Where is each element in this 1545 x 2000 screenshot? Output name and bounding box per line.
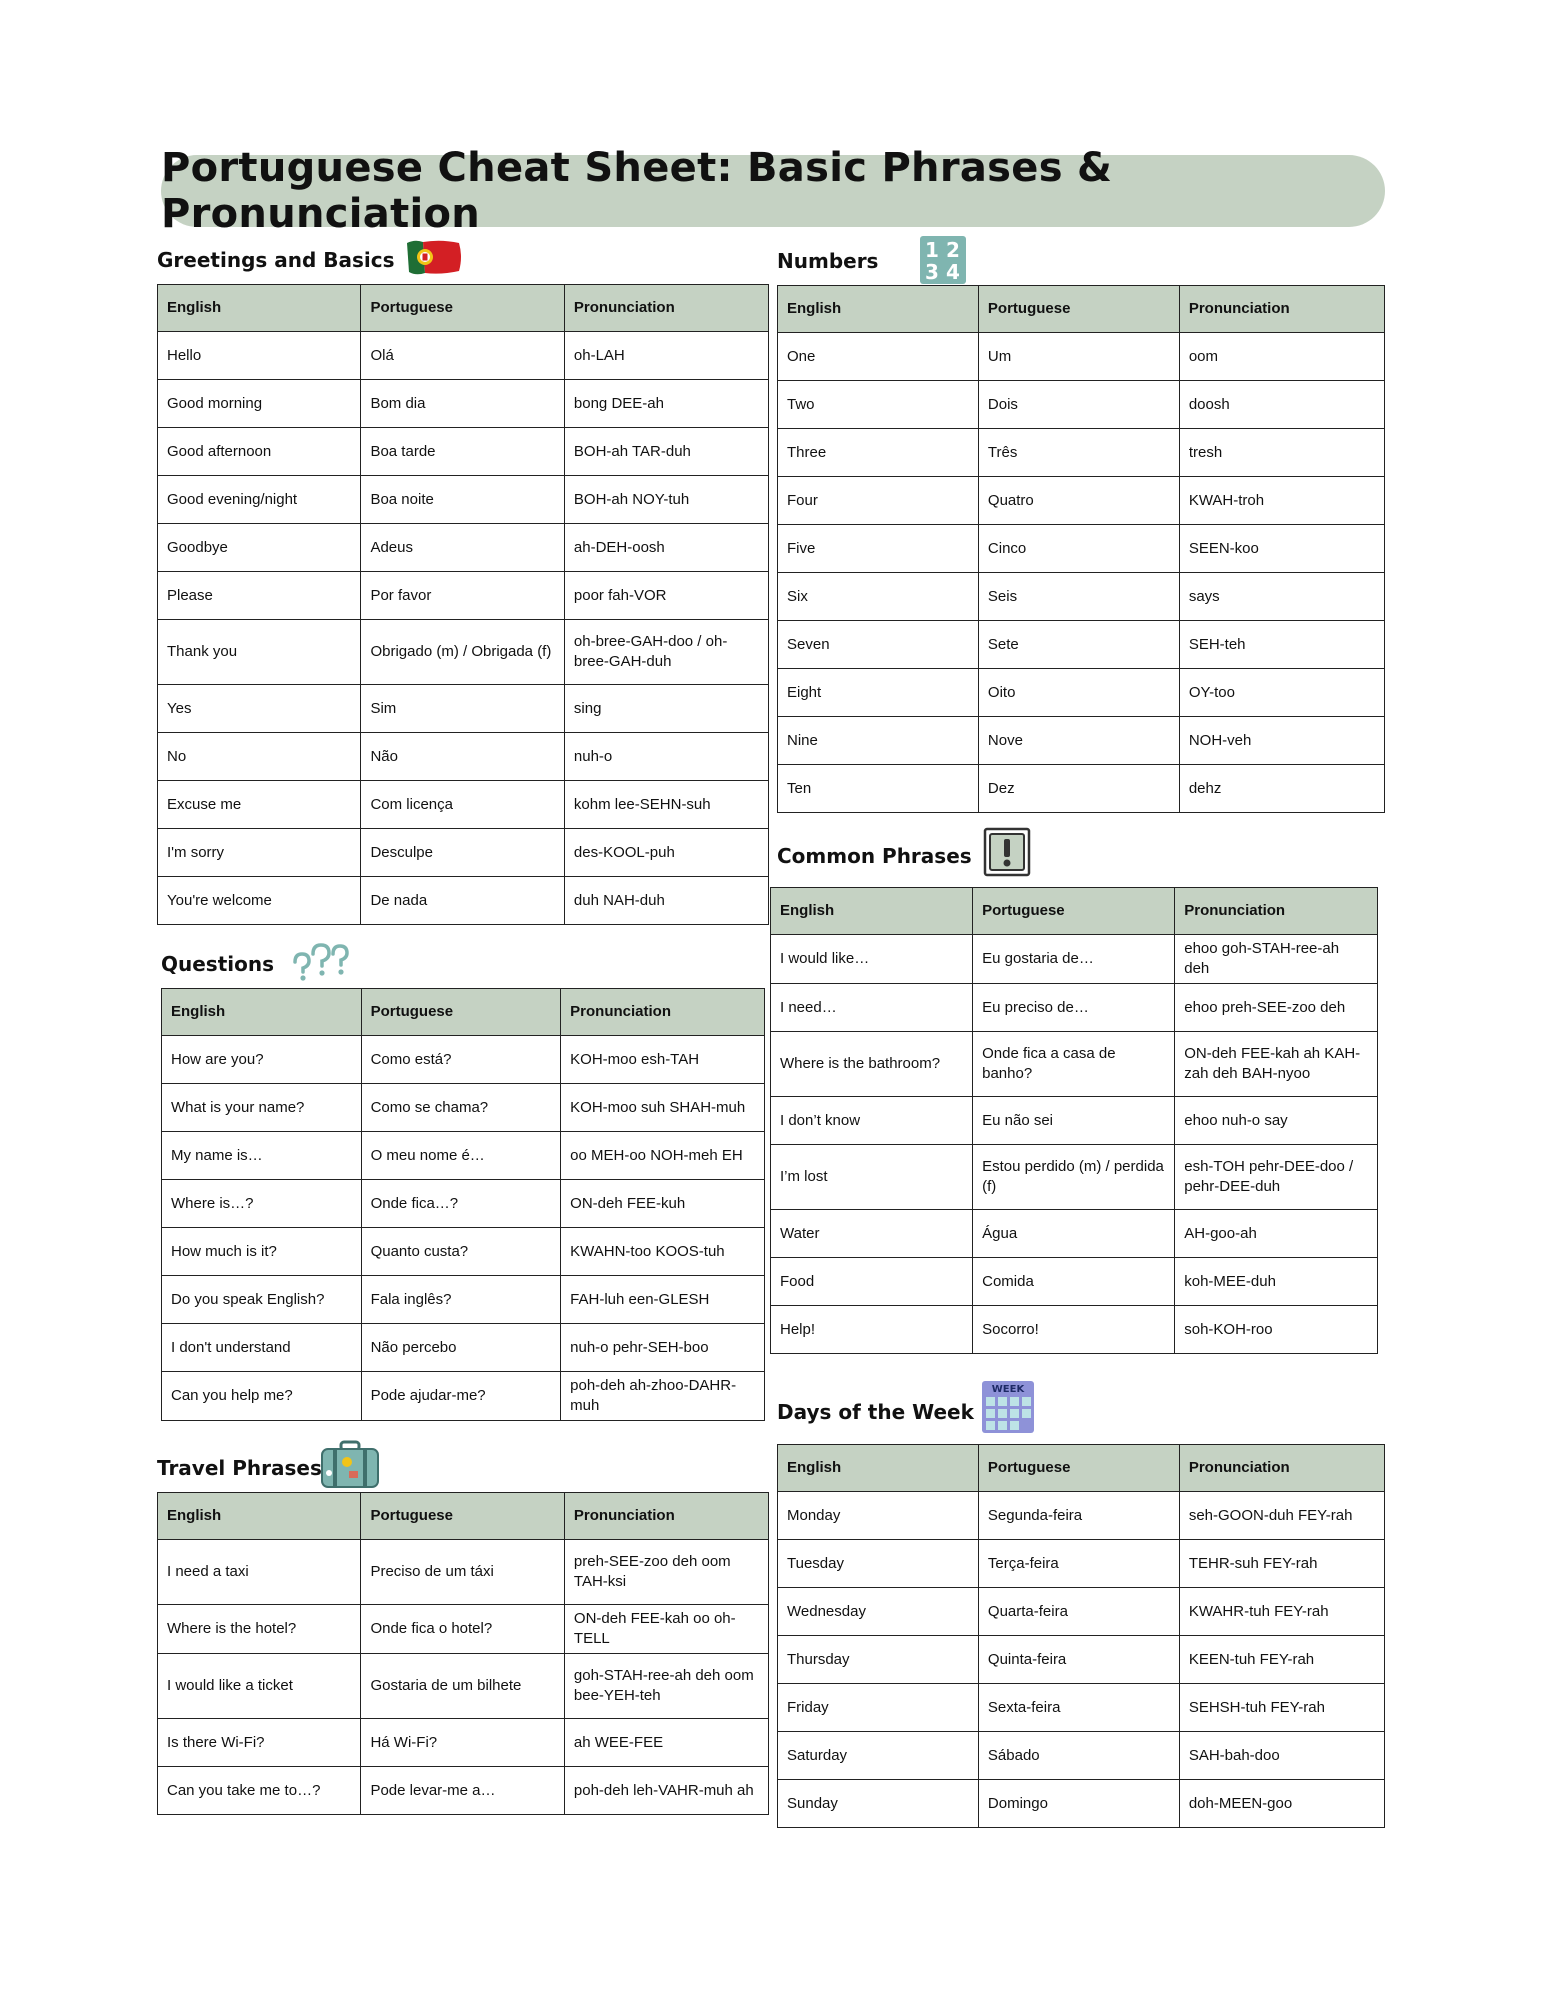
table-row [162,1228,765,1276]
col-header-pronunciation: Pronunciation [561,989,765,1036]
table-row [158,781,769,829]
table-row [162,1132,765,1180]
table-row [158,1767,769,1815]
portuguese-cell: Olá [361,332,564,380]
table-row [778,1588,1385,1636]
pronunciation-cell: dehz [1179,765,1384,813]
section-greetings [157,236,769,925]
table-row [162,1372,765,1421]
table-row [771,1306,1378,1354]
table-row [778,525,1385,573]
portuguese-cell: Quinta-feira [978,1636,1179,1684]
table-row [778,765,1385,813]
table-row [158,1605,769,1654]
table-row [162,1084,765,1132]
question-marks-icon [289,940,355,984]
english-cell: Nine [778,717,979,765]
pronunciation-cell: goh-STAH-ree-ah deh oom bee-YEH-teh [564,1654,768,1719]
table-row [158,572,769,620]
portuguese-cell: Bom dia [361,380,564,428]
english-cell: How much is it? [162,1228,362,1276]
portuguese-cell: Onde fica o hotel? [361,1605,564,1654]
english-cell: No [158,733,361,781]
english-cell: Good morning [158,380,361,428]
portuguese-cell: Segunda-feira [978,1492,1179,1540]
section-title: Greetings and Basics [157,248,395,272]
english-cell: Thursday [778,1636,979,1684]
english-cell: Monday [778,1492,979,1540]
english-cell: How are you? [162,1036,362,1084]
portuguese-cell: Onde fica…? [361,1180,561,1228]
portuguese-cell: Por favor [361,572,564,620]
pronunciation-cell: KWAH-troh [1179,477,1384,525]
english-cell: Please [158,572,361,620]
suitcase-icon [319,1440,381,1490]
pronunciation-cell: kohm lee-SEHN-suh [564,781,768,829]
table-row [158,476,769,524]
english-cell: Five [778,525,979,573]
portuguese-cell: O meu nome é… [361,1132,561,1180]
table-row [158,685,769,733]
english-cell: Good afternoon [158,428,361,476]
english-cell: Saturday [778,1732,979,1780]
english-cell: Hello [158,332,361,380]
pronunciation-cell: nuh-o pehr-SEH-boo [561,1324,765,1372]
portuguese-cell: Fala inglês? [361,1276,561,1324]
pronunciation-cell: nuh-o [564,733,768,781]
english-cell: What is your name? [162,1084,362,1132]
portuguese-cell: Boa tarde [361,428,564,476]
numbers-table [777,285,1385,813]
col-header-portuguese: Portuguese [978,286,1179,333]
english-cell: I need… [771,984,973,1032]
english-cell: Help! [771,1306,973,1354]
english-cell: Good evening/night [158,476,361,524]
table-row [771,1097,1378,1145]
table-row [158,1719,769,1767]
portuguese-cell: Sábado [978,1732,1179,1780]
portuguese-cell: Boa noite [361,476,564,524]
table-row [162,1036,765,1084]
table-row [778,1636,1385,1684]
section-title: Travel Phrases [157,1456,322,1480]
portuguese-cell: Não percebo [361,1324,561,1372]
numbers-icon [920,236,966,284]
portugal-flag-icon [405,237,463,277]
portuguese-cell: Quanto custa? [361,1228,561,1276]
portuguese-cell: Adeus [361,524,564,572]
col-header-pronunciation: Pronunciation [1179,286,1384,333]
section-header [157,236,769,284]
table-row [778,1540,1385,1588]
table-row [158,380,769,428]
english-cell: Where is the hotel? [158,1605,361,1654]
portuguese-cell: Quarta-feira [978,1588,1179,1636]
english-cell: Can you take me to…? [158,1767,361,1815]
table-row [162,1180,765,1228]
pronunciation-cell: SEHSH-tuh FEY-rah [1179,1684,1384,1732]
numbers-icon-digit: 4 [946,260,960,284]
english-cell: Friday [778,1684,979,1732]
table-row [162,1324,765,1372]
english-cell: Water [771,1210,973,1258]
pronunciation-cell: KOH-moo suh SHAH-muh [561,1084,765,1132]
english-cell: Goodbye [158,524,361,572]
table-row [778,573,1385,621]
portuguese-cell: Um [978,333,1179,381]
section-header [161,940,765,988]
table-row [158,1540,769,1605]
table-row [778,669,1385,717]
pronunciation-cell: TEHR-suh FEY-rah [1179,1540,1384,1588]
portuguese-cell: Três [978,429,1179,477]
portuguese-cell: Dez [978,765,1179,813]
pronunciation-cell: tresh [1179,429,1384,477]
portuguese-cell: De nada [361,877,564,925]
portuguese-cell: Pode ajudar-me? [361,1372,561,1421]
col-header-portuguese: Portuguese [973,888,1175,935]
portuguese-cell: Gostaria de um bilhete [361,1654,564,1719]
table-row [778,429,1385,477]
section-header [777,237,1385,285]
english-cell: Thank you [158,620,361,685]
section-title: Common Phrases [777,844,972,868]
portuguese-cell: Há Wi-Fi? [361,1719,564,1767]
pronunciation-cell: ON-deh FEE-kuh [561,1180,765,1228]
pronunciation-cell: ehoo preh-SEE-zoo deh [1175,984,1378,1032]
pronunciation-cell: says [1179,573,1384,621]
english-cell: One [778,333,979,381]
pronunciation-cell: BOH-ah TAR-duh [564,428,768,476]
col-header-english: English [778,286,979,333]
table-row [158,877,769,925]
section-header [770,832,1378,887]
pronunciation-cell: FAH-luh een-GLESH [561,1276,765,1324]
pronunciation-cell: koh-MEE-duh [1175,1258,1378,1306]
common-table [770,887,1378,1354]
english-cell: Do you speak English? [162,1276,362,1324]
portuguese-cell: Eu não sei [973,1097,1175,1145]
pronunciation-cell: ehoo nuh-o say [1175,1097,1378,1145]
english-cell: Wednesday [778,1588,979,1636]
table-row [778,1684,1385,1732]
table-row [771,984,1378,1032]
pronunciation-cell: KWAHN-too KOOS-tuh [561,1228,765,1276]
week-icon-label: WEEK [991,1384,1025,1395]
english-cell: Two [778,381,979,429]
section-header [777,1384,1385,1444]
greetings-table [157,284,769,925]
portuguese-cell: Preciso de um táxi [361,1540,564,1605]
table-row [778,717,1385,765]
pronunciation-cell: poh-deh ah-zhoo-DAHR-muh [561,1372,765,1421]
english-cell: Yes [158,685,361,733]
portuguese-cell: Seis [978,573,1179,621]
portuguese-cell: Eu gostaria de… [973,935,1175,984]
pronunciation-cell: sing [564,685,768,733]
table-row [771,1145,1378,1210]
col-header-portuguese: Portuguese [361,285,564,332]
pronunciation-cell: AH-goo-ah [1175,1210,1378,1258]
english-cell: I don’t know [771,1097,973,1145]
col-header-pronunciation: Pronunciation [564,285,768,332]
travel-table [157,1492,769,1815]
portuguese-cell: Nove [978,717,1179,765]
portuguese-cell: Com licença [361,781,564,829]
pronunciation-cell: soh-KOH-roo [1175,1306,1378,1354]
pronunciation-cell: oh-bree-GAH-doo / oh-bree-GAH-duh [564,620,768,685]
pronunciation-cell: poh-deh leh-VAHR-muh ah [564,1767,768,1815]
pronunciation-cell: SAH-bah-doo [1179,1732,1384,1780]
table-row [778,1492,1385,1540]
pronunciation-cell: doh-MEEN-goo [1179,1780,1384,1828]
table-row [771,1032,1378,1097]
english-cell: Food [771,1258,973,1306]
english-cell: Where is…? [162,1180,362,1228]
pronunciation-cell: oo MEH-oo NOH-meh EH [561,1132,765,1180]
portuguese-cell: Terça-feira [978,1540,1179,1588]
pronunciation-cell: preh-SEE-zoo deh oom TAH-ksi [564,1540,768,1605]
pronunciation-cell: OY-too [1179,669,1384,717]
questions-table [161,988,765,1421]
english-cell: I need a taxi [158,1540,361,1605]
pronunciation-cell: doosh [1179,381,1384,429]
portuguese-cell: Dois [978,381,1179,429]
col-header-english: English [158,1493,361,1540]
portuguese-cell: Sexta-feira [978,1684,1179,1732]
portuguese-cell: Oito [978,669,1179,717]
pronunciation-cell: bong DEE-ah [564,380,768,428]
english-cell: Four [778,477,979,525]
col-header-english: English [771,888,973,935]
pronunciation-cell: ON-deh FEE-kah ah KAH-zah deh BAH-nyoo [1175,1032,1378,1097]
col-header-english: English [778,1445,979,1492]
col-header-english: English [158,285,361,332]
portuguese-cell: Desculpe [361,829,564,877]
numbers-icon-digit: 2 [946,238,960,262]
exclamation-icon [983,827,1031,877]
english-cell: I would like… [771,935,973,984]
english-cell: I'm sorry [158,829,361,877]
pronunciation-cell: seh-GOON-duh FEY-rah [1179,1492,1384,1540]
table-row [158,332,769,380]
portuguese-cell: Estou perdido (m) / perdida (f) [973,1145,1175,1210]
pronunciation-cell: NOH-veh [1179,717,1384,765]
english-cell: Three [778,429,979,477]
portuguese-cell: Onde fica a casa de banho? [973,1032,1175,1097]
pronunciation-cell: SEEN-koo [1179,525,1384,573]
table-row [158,524,769,572]
english-cell: My name is… [162,1132,362,1180]
section-days [777,1384,1385,1828]
pronunciation-cell: ehoo goh-STAH-ree-ah deh [1175,935,1378,984]
portuguese-cell: Sete [978,621,1179,669]
table-row [778,1780,1385,1828]
portuguese-cell: Como está? [361,1036,561,1084]
portuguese-cell: Como se chama? [361,1084,561,1132]
table-row [158,620,769,685]
section-title: Days of the Week [777,1400,974,1424]
portuguese-cell: Comida [973,1258,1175,1306]
english-cell: Ten [778,765,979,813]
pronunciation-cell: esh-TOH pehr-DEE-doo / pehr-DEE-duh [1175,1145,1378,1210]
numbers-icon-digit: 1 [925,238,939,262]
title-banner [161,145,1385,237]
table-row [162,1276,765,1324]
week-calendar-icon [981,1380,1035,1434]
pronunciation-cell: SEH-teh [1179,621,1384,669]
portuguese-cell: Pode levar-me a… [361,1767,564,1815]
english-cell: You're welcome [158,877,361,925]
pronunciation-cell: KOH-moo esh-TAH [561,1036,765,1084]
portuguese-cell: Não [361,733,564,781]
pronunciation-cell: ah-DEH-oosh [564,524,768,572]
table-row [771,935,1378,984]
table-row [778,1732,1385,1780]
english-cell: I don't understand [162,1324,362,1372]
english-cell: Can you help me? [162,1372,362,1421]
portuguese-cell: Domingo [978,1780,1179,1828]
table-row [778,621,1385,669]
english-cell: Where is the bathroom? [771,1032,973,1097]
english-cell: Sunday [778,1780,979,1828]
table-row [778,477,1385,525]
portuguese-cell: Cinco [978,525,1179,573]
col-header-pronunciation: Pronunciation [1179,1445,1384,1492]
section-common [770,832,1378,1354]
col-header-pronunciation: Pronunciation [1175,888,1378,935]
english-cell: Is there Wi-Fi? [158,1719,361,1767]
portuguese-cell: Água [973,1210,1175,1258]
days-table [777,1444,1385,1828]
pronunciation-cell: des-KOOL-puh [564,829,768,877]
english-cell: Excuse me [158,781,361,829]
pronunciation-cell: BOH-ah NOY-tuh [564,476,768,524]
portuguese-cell: Sim [361,685,564,733]
pronunciation-cell: oh-LAH [564,332,768,380]
english-cell: Eight [778,669,979,717]
col-header-portuguese: Portuguese [361,989,561,1036]
portuguese-cell: Obrigado (m) / Obrigada (f) [361,620,564,685]
col-header-pronunciation: Pronunciation [564,1493,768,1540]
page-title: Portuguese Cheat Sheet: Basic Phrases & Pronunciation [161,145,1113,237]
table-row [771,1258,1378,1306]
pronunciation-cell: oom [1179,333,1384,381]
table-row [778,333,1385,381]
section-title: Numbers [777,249,879,273]
pronunciation-cell: poor fah-VOR [564,572,768,620]
table-row [158,428,769,476]
table-row [771,1210,1378,1258]
table-row [158,829,769,877]
english-cell: Six [778,573,979,621]
pronunciation-cell: ON-deh FEE-kah oo oh-TELL [564,1605,768,1654]
pronunciation-cell: duh NAH-duh [564,877,768,925]
portuguese-cell: Quatro [978,477,1179,525]
col-header-portuguese: Portuguese [361,1493,564,1540]
english-cell: I would like a ticket [158,1654,361,1719]
pronunciation-cell: KWAHR-tuh FEY-rah [1179,1588,1384,1636]
english-cell: Tuesday [778,1540,979,1588]
section-title: Questions [161,952,275,976]
pronunciation-cell: ah WEE-FEE [564,1719,768,1767]
section-header [157,1444,769,1492]
portuguese-cell: Socorro! [973,1306,1175,1354]
english-cell: I’m lost [771,1145,973,1210]
table-row [158,733,769,781]
section-travel [157,1444,769,1815]
table-row [158,1654,769,1719]
col-header-portuguese: Portuguese [978,1445,1179,1492]
pronunciation-cell: KEEN-tuh FEY-rah [1179,1636,1384,1684]
table-row [778,381,1385,429]
section-questions [161,940,765,1421]
col-header-english: English [162,989,362,1036]
section-numbers [777,237,1385,813]
portuguese-cell: Eu preciso de… [973,984,1175,1032]
numbers-icon-digit: 3 [925,260,939,284]
english-cell: Seven [778,621,979,669]
